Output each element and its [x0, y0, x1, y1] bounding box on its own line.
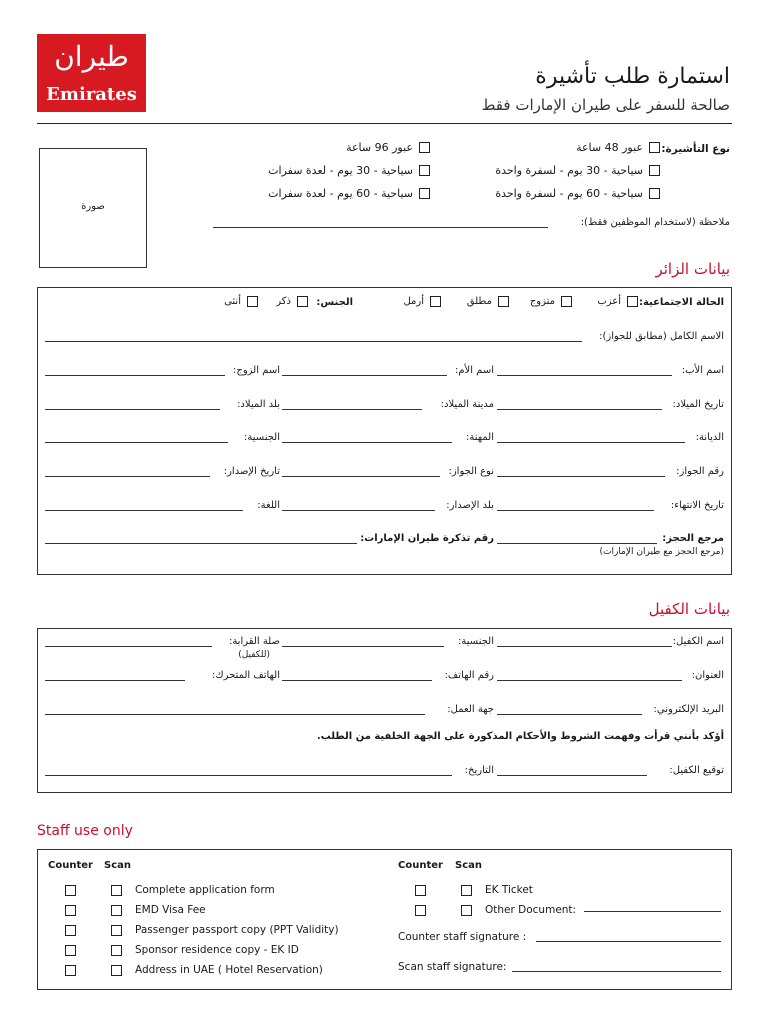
expiry-date-label: تاريخ الانتهاء: [670, 500, 724, 511]
full-name-label: الاسم الكامل (مطابق للجواز): [599, 331, 724, 342]
visitor-section-title: بيانات الزائر [655, 260, 730, 278]
checkbox[interactable] [247, 296, 258, 307]
staff-item-sponsor-residence: Sponsor residence copy - EK ID [65, 940, 339, 960]
arabic-logo-mark: ﻃﻴﺮاﻥ [54, 40, 129, 73]
counter-signature-label: Counter staff signature : [398, 931, 527, 943]
phone-field[interactable] [282, 680, 432, 681]
father-name-field[interactable] [497, 375, 672, 376]
staff-item-ek-ticket: EK Ticket [415, 880, 576, 900]
passport-type-label: نوع الجواز: [448, 466, 494, 477]
scan-column-header-right: Scan [455, 860, 482, 871]
staff-note-label: ملاحظة (لاستخدام الموظفين فقط): [580, 217, 730, 228]
staff-item-application-form: Complete application form [65, 880, 339, 900]
mother-name-field[interactable] [282, 375, 447, 376]
counter-checkbox[interactable] [415, 885, 426, 896]
profession-label: المهنة: [466, 432, 494, 443]
page-title: استمارة طلب تأشيرة [535, 64, 730, 89]
issue-country-field[interactable] [282, 510, 435, 511]
scan-column-header: Scan [104, 860, 131, 871]
marital-divorced[interactable]: مطلق [467, 296, 509, 307]
employer-label: جهة العمل: [447, 704, 494, 715]
counter-checkbox[interactable] [65, 905, 76, 916]
other-document-field[interactable] [584, 911, 721, 912]
scan-checkbox[interactable] [111, 945, 122, 956]
sponsor-nationality-field[interactable] [282, 646, 444, 647]
checkbox[interactable] [419, 142, 430, 153]
expiry-date-field[interactable] [497, 510, 654, 511]
emirates-logo [37, 34, 146, 112]
gender-female[interactable]: أنثى [224, 296, 258, 307]
visa-option-60d-single[interactable]: سياحية - 60 يوم - لسفرة واحدة [495, 187, 660, 200]
checkbox[interactable] [297, 296, 308, 307]
checkbox[interactable] [498, 296, 509, 307]
date-field[interactable] [45, 775, 452, 776]
booking-ref-field[interactable] [497, 543, 657, 544]
counter-checkbox[interactable] [65, 965, 76, 976]
passport-number-field[interactable] [497, 476, 665, 477]
marital-married[interactable]: متزوج [530, 296, 572, 307]
checkbox[interactable] [627, 296, 638, 307]
nationality-label: الجنسية: [244, 432, 280, 443]
visa-option-30d-multi[interactable]: سياحية - 30 يوم - لعدة سفرات [268, 164, 430, 177]
scan-checkbox[interactable] [461, 905, 472, 916]
counter-checkbox[interactable] [415, 905, 426, 916]
profession-field[interactable] [282, 442, 452, 443]
scan-checkbox[interactable] [111, 965, 122, 976]
sponsor-signature-field[interactable] [497, 775, 647, 776]
issue-date-field[interactable] [45, 476, 210, 477]
visa-option-96h[interactable]: عبور 96 ساعة [346, 141, 430, 154]
checkbox[interactable] [649, 142, 660, 153]
spouse-name-label: اسم الزوج: [233, 365, 280, 376]
email-label: البريد الإلكتروني: [653, 704, 724, 715]
religion-label: الديانة: [695, 432, 724, 443]
sponsor-section-title: بيانات الكفيل [648, 600, 730, 618]
mother-name-label: اسم الأم: [454, 365, 494, 376]
mobile-field[interactable] [45, 680, 185, 681]
birth-city-field[interactable] [282, 409, 422, 410]
passport-type-field[interactable] [282, 476, 440, 477]
sponsor-declaration: أؤكد بأنني قرأت وفهمت الشروط والأحكام المذكورة على الجهة الخلفية من الطلب. [316, 731, 724, 742]
issue-date-label: تاريخ الإصدار: [223, 466, 280, 477]
marital-status-label: الحالة الاجتماعية: [638, 297, 724, 308]
gender-male[interactable]: ذكر [276, 296, 308, 307]
staff-right-list [415, 880, 576, 920]
email-field[interactable] [497, 714, 642, 715]
scan-checkbox[interactable] [461, 885, 472, 896]
counter-checkbox[interactable] [65, 945, 76, 956]
address-label: العنوان: [691, 670, 724, 681]
checkbox[interactable] [561, 296, 572, 307]
staff-note-field[interactable] [213, 227, 548, 228]
counter-checkbox[interactable] [65, 925, 76, 936]
phone-label: رقم الهاتف: [444, 670, 494, 681]
header-divider [37, 123, 732, 124]
marital-widowed[interactable]: أرمل [403, 296, 441, 307]
checkbox[interactable] [649, 188, 660, 199]
relation-label: صلة القرابة: [228, 636, 280, 647]
spouse-name-field[interactable] [45, 375, 225, 376]
scan-signature-label: Scan staff signature: [398, 961, 507, 973]
scan-checkbox[interactable] [111, 905, 122, 916]
counter-signature-field[interactable] [536, 941, 721, 942]
staff-section-title: Staff use only [37, 823, 133, 839]
sponsor-name-label: اسم الكفيل: [672, 636, 724, 647]
scan-checkbox[interactable] [111, 925, 122, 936]
passport-number-label: رقم الجواز: [676, 466, 724, 477]
birth-date-field[interactable] [497, 409, 662, 410]
staff-item-emd-fee: EMD Visa Fee [65, 900, 339, 920]
sponsor-name-field[interactable] [497, 646, 672, 647]
scan-checkbox[interactable] [111, 885, 122, 896]
ticket-number-label: رقم تذكرة طيران الإمارات: [360, 533, 494, 544]
booking-ref-label: مرجع الحجز: [662, 533, 724, 544]
visa-type-label: نوع التأشيرة: [661, 143, 730, 155]
birth-country-field[interactable] [45, 409, 220, 410]
sponsor-panel [37, 628, 732, 793]
birth-city-label: مدينة الميلاد: [440, 399, 494, 410]
staff-left-list [65, 880, 339, 980]
staff-item-uae-address: Address in UAE ( Hotel Reservation) [65, 960, 339, 980]
language-label: اللغة: [257, 500, 280, 511]
marital-single[interactable]: أعزب [597, 296, 638, 307]
logo-wordmark: Emirates [46, 84, 137, 105]
language-field[interactable] [45, 510, 243, 511]
booking-ref-note: (مرجع الحجز مع طيران الإمارات) [599, 547, 724, 557]
counter-column-header-right: Counter [398, 860, 443, 871]
religion-field[interactable] [497, 442, 685, 443]
relation-note: (للكفيل) [238, 650, 270, 660]
birth-country-label: بلد الميلاد: [237, 399, 280, 410]
checkbox[interactable] [419, 188, 430, 199]
full-name-field[interactable] [45, 341, 582, 342]
checkbox[interactable] [430, 296, 441, 307]
counter-checkbox[interactable] [65, 885, 76, 896]
mobile-label: الهاتف المتحرك: [211, 670, 280, 681]
gender-label: الجنس: [316, 297, 353, 308]
employer-field[interactable] [45, 714, 425, 715]
visa-option-60d-multi[interactable]: سياحية - 60 يوم - لعدة سفرات [268, 187, 430, 200]
visa-option-30d-single[interactable]: سياحية - 30 يوم - لسفرة واحدة [495, 164, 660, 177]
visa-option-48h[interactable]: عبور 48 ساعة [576, 141, 660, 154]
issue-country-label: بلد الإصدار: [446, 500, 494, 511]
photo-label: صورة [81, 201, 105, 212]
scan-signature-field[interactable] [512, 971, 721, 972]
birth-date-label: تاريخ الميلاد: [672, 399, 724, 410]
photo-box[interactable] [39, 148, 147, 268]
counter-column-header: Counter [48, 860, 93, 871]
staff-item-passport-copy: Passenger passport copy (PPT Validity) [65, 920, 339, 940]
date-label: التاريخ: [464, 765, 494, 776]
page-subtitle: صالحة للسفر على طيران الإمارات فقط [481, 96, 730, 114]
sponsor-nationality-label: الجنسية: [458, 636, 494, 647]
nationality-field[interactable] [45, 442, 228, 443]
address-field[interactable] [497, 680, 682, 681]
staff-item-other-document: Other Document: [415, 900, 576, 920]
ticket-number-field[interactable] [45, 543, 357, 544]
relation-field[interactable] [45, 646, 212, 647]
sponsor-signature-label: توقيع الكفيل: [669, 765, 724, 776]
father-name-label: اسم الأب: [681, 365, 724, 376]
checkbox[interactable] [649, 165, 660, 176]
checkbox[interactable] [419, 165, 430, 176]
